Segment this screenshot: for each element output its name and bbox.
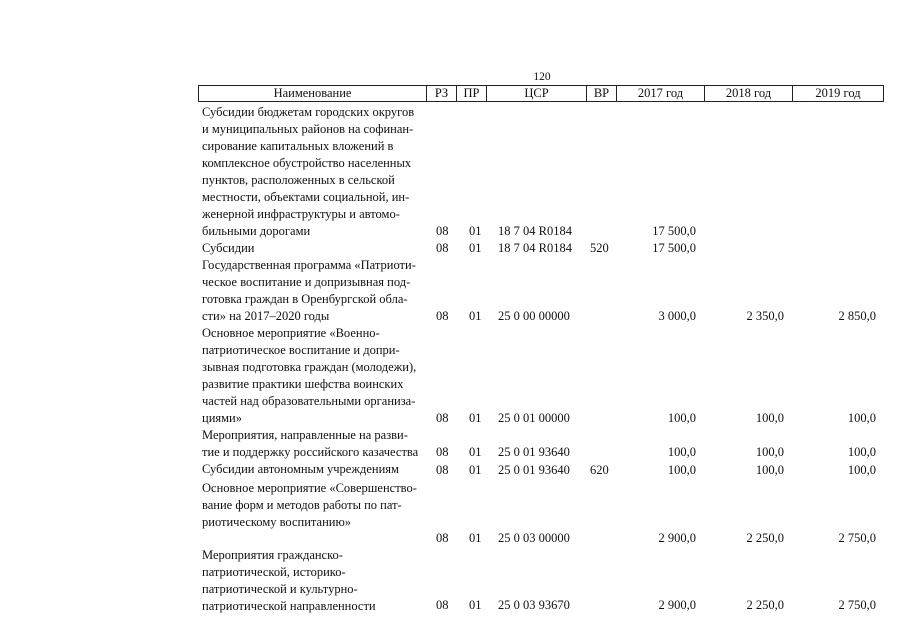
row-2019: 100,0 xyxy=(847,463,876,477)
row-csr: 25 0 03 00000 xyxy=(498,531,570,545)
row-pr: 01 xyxy=(469,463,482,477)
row-csr: 18 7 04 R0184 xyxy=(498,241,572,255)
row-vr: 620 xyxy=(590,463,609,477)
row-rz: 08 xyxy=(436,224,449,238)
row-name: Субсидии xyxy=(202,241,255,255)
table-row xyxy=(198,547,884,614)
header-2018: 2018 год xyxy=(705,86,793,101)
row-rz: 08 xyxy=(436,598,449,612)
header-2017: 2017 год xyxy=(617,86,705,101)
table-header xyxy=(198,85,884,102)
row-rz: 08 xyxy=(436,463,449,477)
row-csr: 25 0 03 93670 xyxy=(498,598,570,612)
row-rz: 08 xyxy=(436,411,449,425)
row-name: Государственная программа «Патриоти- ческое воспитание и допризывная под- готовка граждан в Оренбургской обла- сти» на 2017–2020 годы xyxy=(202,258,416,323)
table-row xyxy=(198,240,884,257)
row-name: Основное мероприятие «Военно- патриотическое воспитание и допри- зывная подготовка граждан (молодежи), развитие практики шефства воинских частей над образовательными организа- циями» xyxy=(202,326,417,425)
row-pr: 01 xyxy=(469,411,482,425)
row-2019: 2 850,0 xyxy=(838,309,876,323)
header-csr: ЦСР xyxy=(487,86,587,101)
row-pr: 01 xyxy=(469,241,482,255)
row-csr: 25 0 01 00000 xyxy=(498,411,570,425)
row-2017: 3 000,0 xyxy=(658,309,696,323)
row-2018: 2 350,0 xyxy=(746,309,784,323)
row-csr: 25 0 01 93640 xyxy=(498,445,570,459)
row-rz: 08 xyxy=(436,531,449,545)
row-2017: 2 900,0 xyxy=(658,598,696,612)
row-pr: 01 xyxy=(469,531,482,545)
row-2017: 100,0 xyxy=(667,463,696,477)
row-rz: 08 xyxy=(436,241,449,255)
row-pr: 01 xyxy=(469,309,482,323)
table-row xyxy=(198,461,884,479)
row-pr: 01 xyxy=(469,445,482,459)
row-name: Субсидии автономным учреждениям xyxy=(202,462,399,476)
header-pr: ПР xyxy=(457,86,487,101)
row-pr: 01 xyxy=(469,224,482,238)
header-name: Наименование xyxy=(199,86,427,101)
row-name: Субсидии бюджетам городских округов и муниципальных районов на софинан- сирование капитальных вложений в комплексное обустройство населенных пунктов, расположенных в сельской местности, объектами социальной, ин- женерной инфраструктуры и автомо- бильными дорогами xyxy=(202,105,415,238)
row-2019: 100,0 xyxy=(847,445,876,459)
table-row xyxy=(198,325,884,427)
row-2019: 100,0 xyxy=(847,411,876,425)
row-csr: 25 0 00 00000 xyxy=(498,309,570,323)
row-csr: 18 7 04 R0184 xyxy=(498,224,572,238)
row-2017: 100,0 xyxy=(667,411,696,425)
row-pr: 01 xyxy=(469,598,482,612)
row-vr: 520 xyxy=(590,241,609,255)
row-csr: 25 0 01 93640 xyxy=(498,463,570,477)
table-row xyxy=(198,480,884,547)
row-name: Мероприятия, направленные на разви- тие и поддержку российского казачества xyxy=(202,428,419,459)
row-2019: 2 750,0 xyxy=(838,598,876,612)
table-row xyxy=(198,427,884,461)
row-name: Основное мероприятие «Совершенство- вание форм и методов работы по пат- риотическому воспитанию» xyxy=(202,481,417,529)
row-2017: 2 900,0 xyxy=(658,531,696,545)
table-row xyxy=(198,257,884,325)
header-vr: ВР xyxy=(587,86,617,101)
row-2018: 100,0 xyxy=(755,411,784,425)
row-2017: 100,0 xyxy=(667,445,696,459)
header-2019: 2019 год xyxy=(815,86,861,100)
row-2017: 17 500,0 xyxy=(652,224,696,238)
row-name: Мероприятия гражданско- патриотической, историко- патриотической и культурно- патриотической направленности xyxy=(202,548,376,613)
table-row xyxy=(198,104,884,240)
budget-table xyxy=(198,85,884,613)
row-2018: 100,0 xyxy=(755,445,784,459)
row-2017: 17 500,0 xyxy=(652,241,696,255)
row-2018: 100,0 xyxy=(755,463,784,477)
row-rz: 08 xyxy=(436,309,449,323)
header-rz: РЗ xyxy=(427,86,457,101)
row-2019: 2 750,0 xyxy=(838,531,876,545)
row-2018: 2 250,0 xyxy=(746,531,784,545)
row-rz: 08 xyxy=(436,445,449,459)
row-2018: 2 250,0 xyxy=(746,598,784,612)
page-number: 120 xyxy=(533,71,551,83)
